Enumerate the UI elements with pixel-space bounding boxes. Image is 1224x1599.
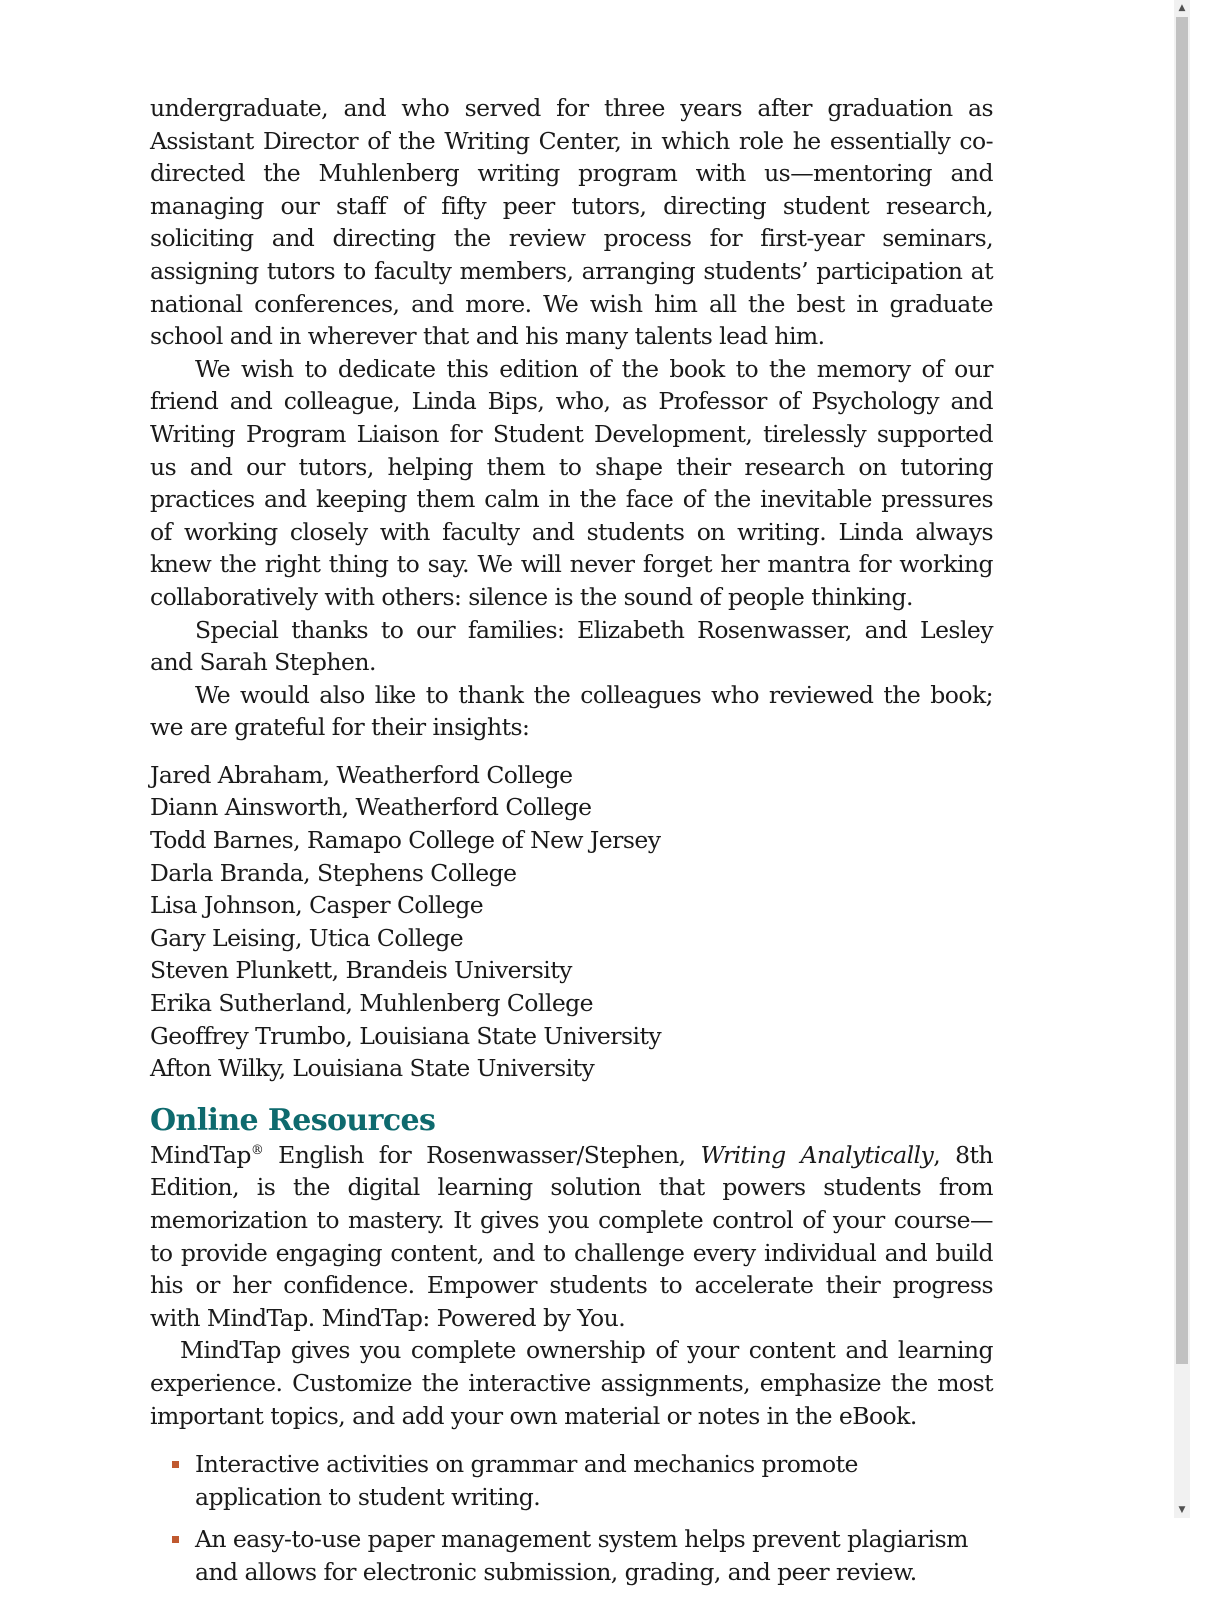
reviewer-item: Lisa Johnson, Casper College: [150, 891, 484, 920]
reviewer-item: Gary Leising, Utica College: [150, 923, 464, 952]
square-bullet-icon: [172, 1461, 179, 1468]
scrollbar-thumb[interactable]: [1176, 17, 1188, 1364]
feature-text: Interactive activities on grammar and mechanics promote application to student writing.: [195, 1450, 858, 1511]
reviewer-item: Diann Ainsworth, Weatherford College: [150, 793, 592, 822]
reviewers-list: [150, 759, 993, 1085]
viewport-corner: [1174, 1518, 1224, 1584]
registered-mark: ®: [250, 1142, 264, 1158]
online-resources-heading: Online Resources: [150, 1102, 436, 1138]
book-title-italic: Writing Analytically: [700, 1140, 934, 1169]
square-bullet-icon: [172, 1536, 179, 1543]
page-content: [150, 92, 993, 1599]
reviewer-item: Steven Plunkett, Brandeis University: [150, 956, 572, 985]
reviewer-item: Erika Sutherland, Muhlenberg College: [150, 989, 594, 1018]
scroll-up-arrow-icon[interactable]: ▲: [1178, 3, 1186, 13]
feature-bullet-item: [150, 1523, 975, 1588]
mindtap-text-mid: English for Rosenwasser/Stephen,: [263, 1140, 701, 1169]
reviewer-item: Geoffrey Trumbo, Louisiana State University: [150, 1021, 662, 1050]
mindtap-text: MindTap: [150, 1140, 251, 1169]
mindtap-text-end: , 8th Edition, is the digital learning solution that powers students from memorization to mastery. It gives you complete control of your course—to provide engaging content, and to challenge every individual and build his or her confidence. Empower students to accelerate their progress with MindTap. MindTap: Powered by You.: [150, 1140, 993, 1332]
scroll-down-arrow-icon[interactable]: ▼: [1178, 1505, 1186, 1515]
reviewers-intro-paragraph: We would also like to thank the colleagues who reviewed the book; we are grateful for their insights:: [150, 680, 993, 742]
vertical-scrollbar[interactable]: [1174, 0, 1190, 1518]
feature-bullet-item: [150, 1448, 975, 1513]
feature-text: An easy-to-use paper management system helps prevent plagiarism and allows for electronic submission, grading, and peer review.: [195, 1525, 968, 1586]
mindtap-intro-paragraph: [150, 1139, 993, 1335]
acknowledgment-paragraph: undergraduate, and who served for three years after graduation as Assistant Director of the Writing Center, in which role he essentially co-directed the Muhlenberg writing program with us—mentoring and managing our staff of fifty peer tutors, directing student research, soliciting and directing the review process for first-year seminars, assigning tutors to faculty members, arranging students’ participation at national conferences, and more. We wish him all the best in graduate school and in wherever that and his many talents lead him.: [150, 94, 993, 351]
family-thanks-paragraph: Special thanks to our families: Elizabeth Rosenwasser, and Lesley and Sarah Stephen.: [150, 615, 993, 677]
reviewer-item: Afton Wilky, Louisiana State University: [150, 1054, 595, 1083]
reviewer-item: Todd Barnes, Ramapo College of New Jersey: [150, 826, 661, 855]
reviewer-item: Jared Abraham, Weatherford College: [150, 760, 573, 789]
mindtap-ownership-paragraph: MindTap gives you complete ownership of your content and learning experience. Customize the interactive assignments, emphasize the most important topics, and add your own material or notes in the eBook.: [150, 1336, 993, 1430]
dedication-paragraph: We wish to dedicate this edition of the book to the memory of our friend and colleague, Linda Bips, who, as Professor of Psychology and Writing Program Liaison for Student Development, tirelessly supported us and our tutors, helping them to shape their research on tutoring practices and keeping them calm in the face of the inevitable pressures of working closely with faculty and students on writing. Linda always knew the right thing to say. We will never forget her mantra for working collaboratively with others: silence is the sound of people thinking.: [150, 354, 993, 611]
mindtap-features-list: [150, 1448, 993, 1588]
reviewer-item: Darla Branda, Stephens College: [150, 858, 517, 887]
